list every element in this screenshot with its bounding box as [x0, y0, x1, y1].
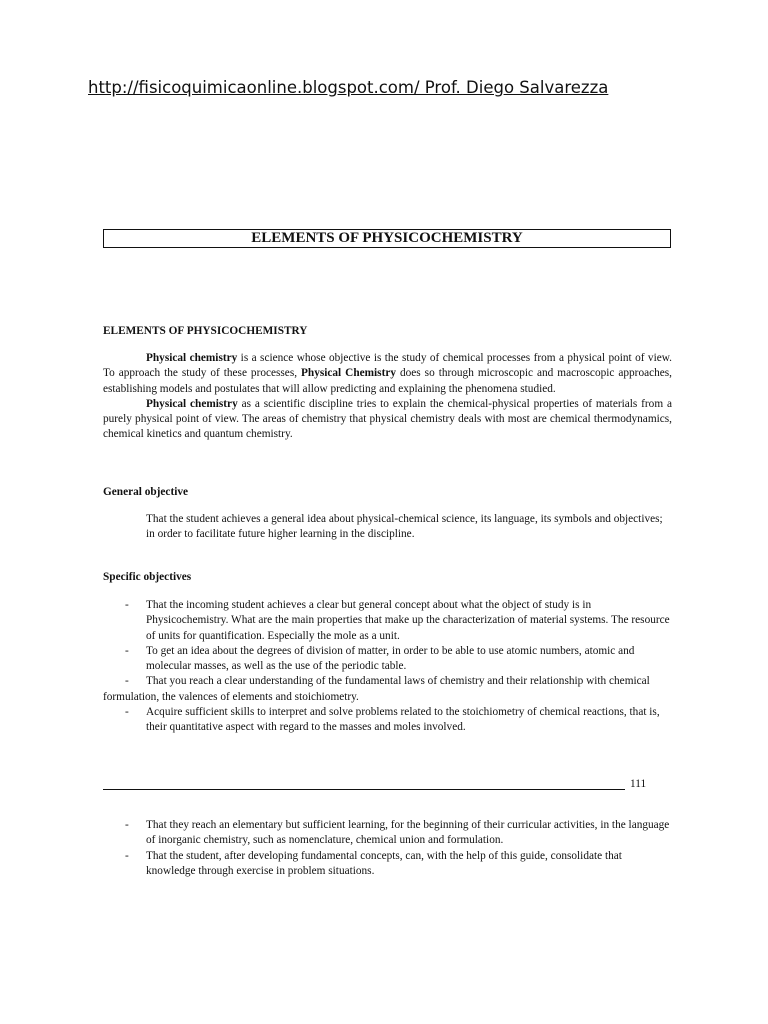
specific-objectives-list	[103, 598, 673, 736]
section-heading: ELEMENTS OF PHYSICOCHEMISTRY	[103, 325, 308, 337]
list-item-text: That the incoming student achieves a clear but general concept about what the object of study is in Physicochemistry. What are the main properties that make up the characterization of material systems. The resource of units for quantification. Especially the mole as a unit.	[146, 599, 670, 642]
intro-paragraph-1	[103, 351, 672, 397]
document-title: ELEMENTS OF PHYSICOCHEMISTRY	[251, 230, 523, 246]
list-item	[103, 598, 673, 644]
intro-p1-text-b: does so through microscopic and macroscopic approaches, establishing models and postulates that will allow predicting and explaining the phenomena studied.	[103, 367, 672, 395]
page-number: 111	[630, 778, 647, 790]
intro-paragraph-2	[103, 397, 672, 443]
list-item-text: That the student, after developing fundamental concepts, can, with the help of this guide, consolidate that knowledge through exercise in problem situations.	[146, 849, 622, 877]
list-item	[103, 818, 673, 849]
footer-rule	[103, 789, 625, 790]
list-dash: -	[125, 819, 129, 831]
list-dash: -	[125, 644, 129, 657]
list-dash: -	[125, 599, 129, 611]
list-item-text: That they reach an elementary but sufficient learning, for the beginning of their curricular activities, in the language of inorganic chemistry, such as nomenclature, chemical union and formulation.	[146, 819, 670, 847]
intro-text	[103, 351, 672, 443]
list-dash: -	[125, 675, 129, 688]
list-dash: -	[125, 706, 129, 719]
continued-objectives-list	[103, 818, 673, 879]
term-physical-chemistry: Physical chemistry	[146, 352, 238, 364]
list-item-text: Acquire sufficient skills to interpret and solve problems related to the stoichiometry of chemical reactions, that is, their quantitative aspect with regard to the masses and moles involved.	[146, 706, 660, 734]
list-item	[103, 849, 673, 880]
intro-p2-text: as a scientific discipline tries to explain the chemical-physical properties of materials from a purely physical point of view. The areas of chemistry that physical chemistry deals with most are chemical thermodynamics, chemical kinetics and quantum chemistry.	[103, 397, 672, 441]
term-physical-chemistry-2: Physical Chemistry	[301, 367, 397, 380]
general-objective-heading: General objective	[103, 486, 189, 498]
list-item-text: To get an idea about the degrees of division of matter, in order to be able to use atomic numbers, atomic and molecular masses, as well as the use of the periodic table.	[146, 644, 635, 673]
general-objective-text: That the student achieves a general idea about physical-chemical science, its language, its symbols and objectives; in order to facilitate future higher learning in the discipline.	[146, 513, 663, 541]
term-physical-chemistry-3: Physical chemistry	[146, 397, 238, 410]
document-title-box	[103, 229, 671, 248]
list-item-text: That you reach a clear understanding of the fundamental laws of chemistry and their relationship with chemical formulation, the valences of elements and stoichiometry.	[103, 675, 650, 703]
list-item	[103, 674, 673, 705]
list-item	[103, 705, 673, 736]
list-item	[103, 644, 673, 675]
intro-p1-text-a: is a science whose objective is the study of chemical processes from a physical point of view. To approach the study of these processes,	[103, 352, 672, 380]
header-url-author[interactable]: http://fisicoquimicaonline.blogspot.com/ Prof. Diego Salvarezza	[88, 78, 609, 97]
specific-objectives-heading: Specific objectives	[103, 571, 192, 583]
list-dash: -	[125, 849, 129, 862]
